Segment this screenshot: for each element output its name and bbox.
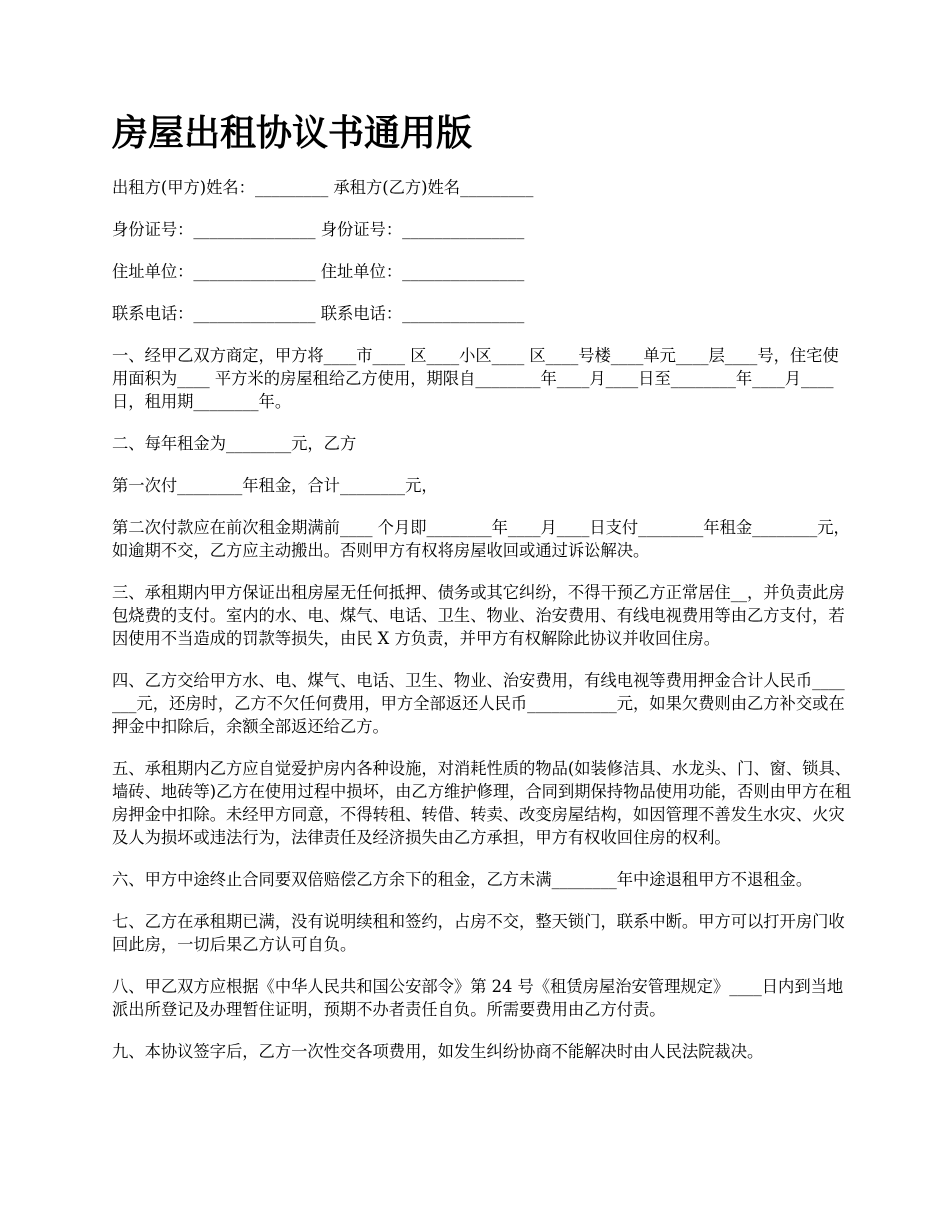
clause-1: 一、经甲乙双方商定，甲方将____市____ 区____小区____ 区____号楼____单元____层____号，住宅使用面积为____ 平方米的房屋租给乙方使用，期限自________年____月____日至________年____月____日，租用期________年。 xyxy=(112,346,839,411)
phone-line: 联系电话：_______________ 联系电话：_______________ xyxy=(112,304,525,323)
document-page xyxy=(112,108,852,1082)
clause-2-second-payment: 第二次付款应在前次租金期满前____ 个月即________年____月____日支付________年租金________元，如逾期不交，乙方应主动搬出。否则甲方有权将房屋收回或通过诉讼解决。 xyxy=(112,518,850,560)
clause-7: 七、乙方在承租期已满，没有说明续租和签约，占房不交，整天锁门，联系中断。甲方可以打开房门收回此房，一切后果乙方认可自负。 xyxy=(112,912,845,954)
document-title: 房屋出租协议书通用版 xyxy=(112,113,473,154)
clause-8: 八、甲乙双方应根据《中华人民共和国公安部令》第 24 号《租赁房屋治安管理规定》____日内到当地派出所登记及办理暂住证明，预期不办者责任自负。所需要费用由乙方付责。 xyxy=(112,977,844,1019)
address-line: 住址单位：_______________ 住址单位：_______________ xyxy=(112,262,525,281)
clause-2: 二、每年租金为________元，乙方 xyxy=(112,434,357,453)
clause-3: 三、承租期内甲方保证出租房屋无任何抵押、债务或其它纠纷，不得干预乙方正常居住__，并负责此房包烧费的支付。室内的水、电、煤气、电话、卫生、物业、治安费用、有线电视费用等由乙方支付，若因使用不当造成的罚款等损失，由民 X 方负责，并甲方有权解除此协议并收回住房。 xyxy=(112,583,845,648)
clause-4: 四、乙方交给甲方水、电、煤气、电话、卫生、物业、治安费用，有线电视等费用押金合计人民币_______元，还房时，乙方不欠任何费用，甲方全部返还人民币___________元，如果欠费则由乙方补交或在押金中扣除后，余额全部返还给乙方。 xyxy=(112,671,845,736)
id-number-line: 身份证号：_______________ 身份证号：_______________ xyxy=(112,220,525,239)
clause-9: 九、本协议签字后，乙方一次性交各项费用，如发生纠纷协商不能解决时由人民法院裁决。 xyxy=(112,1042,764,1061)
party-names-line: 出租方(甲方)姓名：_________ 承租方(乙方)姓名_________ xyxy=(112,178,534,197)
clause-6: 六、甲方中途终止合同要双倍赔偿乙方余下的租金，乙方未满________年中途退租甲方不退租金。 xyxy=(112,870,813,889)
clause-2-first-payment: 第一次付________年租金，合计________元， xyxy=(112,476,438,495)
clause-5: 五、承租期内乙方应自觉爱护房内各种设施，对消耗性质的物品(如装修洁具、水龙头、门、窗、锁具、墙砖、地砖等)乙方在使用过程中损坏，由乙方维护修理，合同到期保持物品使用功能，否则由甲方在租房押金中扣除。未经甲方同意，不得转租、转借、转卖、改变房屋结构，如因管理不善发生水灾、火灾及人为损坏或违法行为，法律责任及经济损失由乙方承担，甲方有权收回住房的权利。 xyxy=(112,759,852,847)
